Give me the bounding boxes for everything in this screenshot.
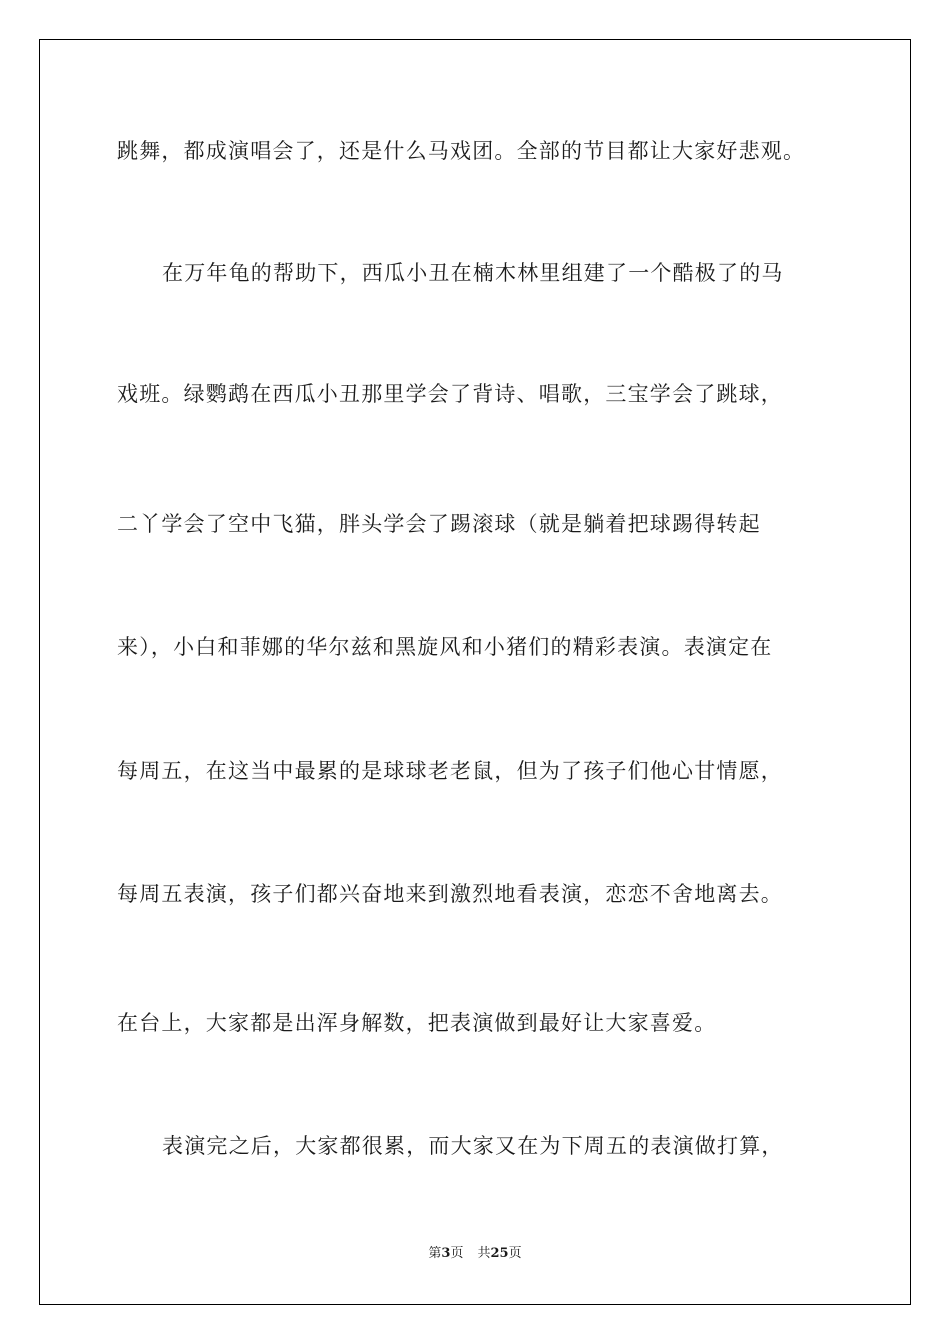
paragraph-start-line-2: 在万年龟的帮助下，西瓜小丑在楠木林里组建了一个酷极了的马 bbox=[162, 261, 784, 285]
total-pages: 25 bbox=[490, 1246, 509, 1261]
page-number: 3 bbox=[441, 1246, 451, 1261]
page-footer bbox=[0, 1244, 950, 1264]
total-suffix: 页 bbox=[508, 1246, 522, 1261]
text-line-8: 在台上，大家都是出浑身解数，把表演做到最好让大家喜爱。 bbox=[117, 1011, 717, 1035]
text-line-6: 每周五，在这当中最累的是球球老老鼠，但为了孩子们他心甘情愿， bbox=[117, 759, 783, 783]
text-line-3: 戏班。绿鹦鹉在西瓜小丑那里学会了背诗、唱歌，三宝学会了跳球， bbox=[117, 382, 783, 406]
paragraph-start-line-9: 表演完之后，大家都很累，而大家又在为下周五的表演做打算， bbox=[162, 1134, 784, 1158]
text-line-5: 来），小白和菲娜的华尔兹和黑旋风和小猪们的精彩表演。表演定在 bbox=[117, 635, 773, 659]
page-prefix: 第 bbox=[428, 1246, 442, 1261]
text-line-1: 跳舞，都成演唱会了，还是什么马戏团。全部的节目都让大家好悲观。 bbox=[117, 139, 806, 163]
page-suffix: 页 bbox=[450, 1246, 464, 1261]
text-line-7: 每周五表演，孩子们都兴奋地来到激烈地看表演，恋恋不舍地离去。 bbox=[117, 882, 783, 906]
total-prefix: 共 bbox=[477, 1246, 491, 1261]
text-line-4: 二丫学会了空中飞猫，胖头学会了踢滚球（就是躺着把球踢得转起 bbox=[117, 512, 761, 536]
page-border bbox=[39, 39, 911, 1305]
